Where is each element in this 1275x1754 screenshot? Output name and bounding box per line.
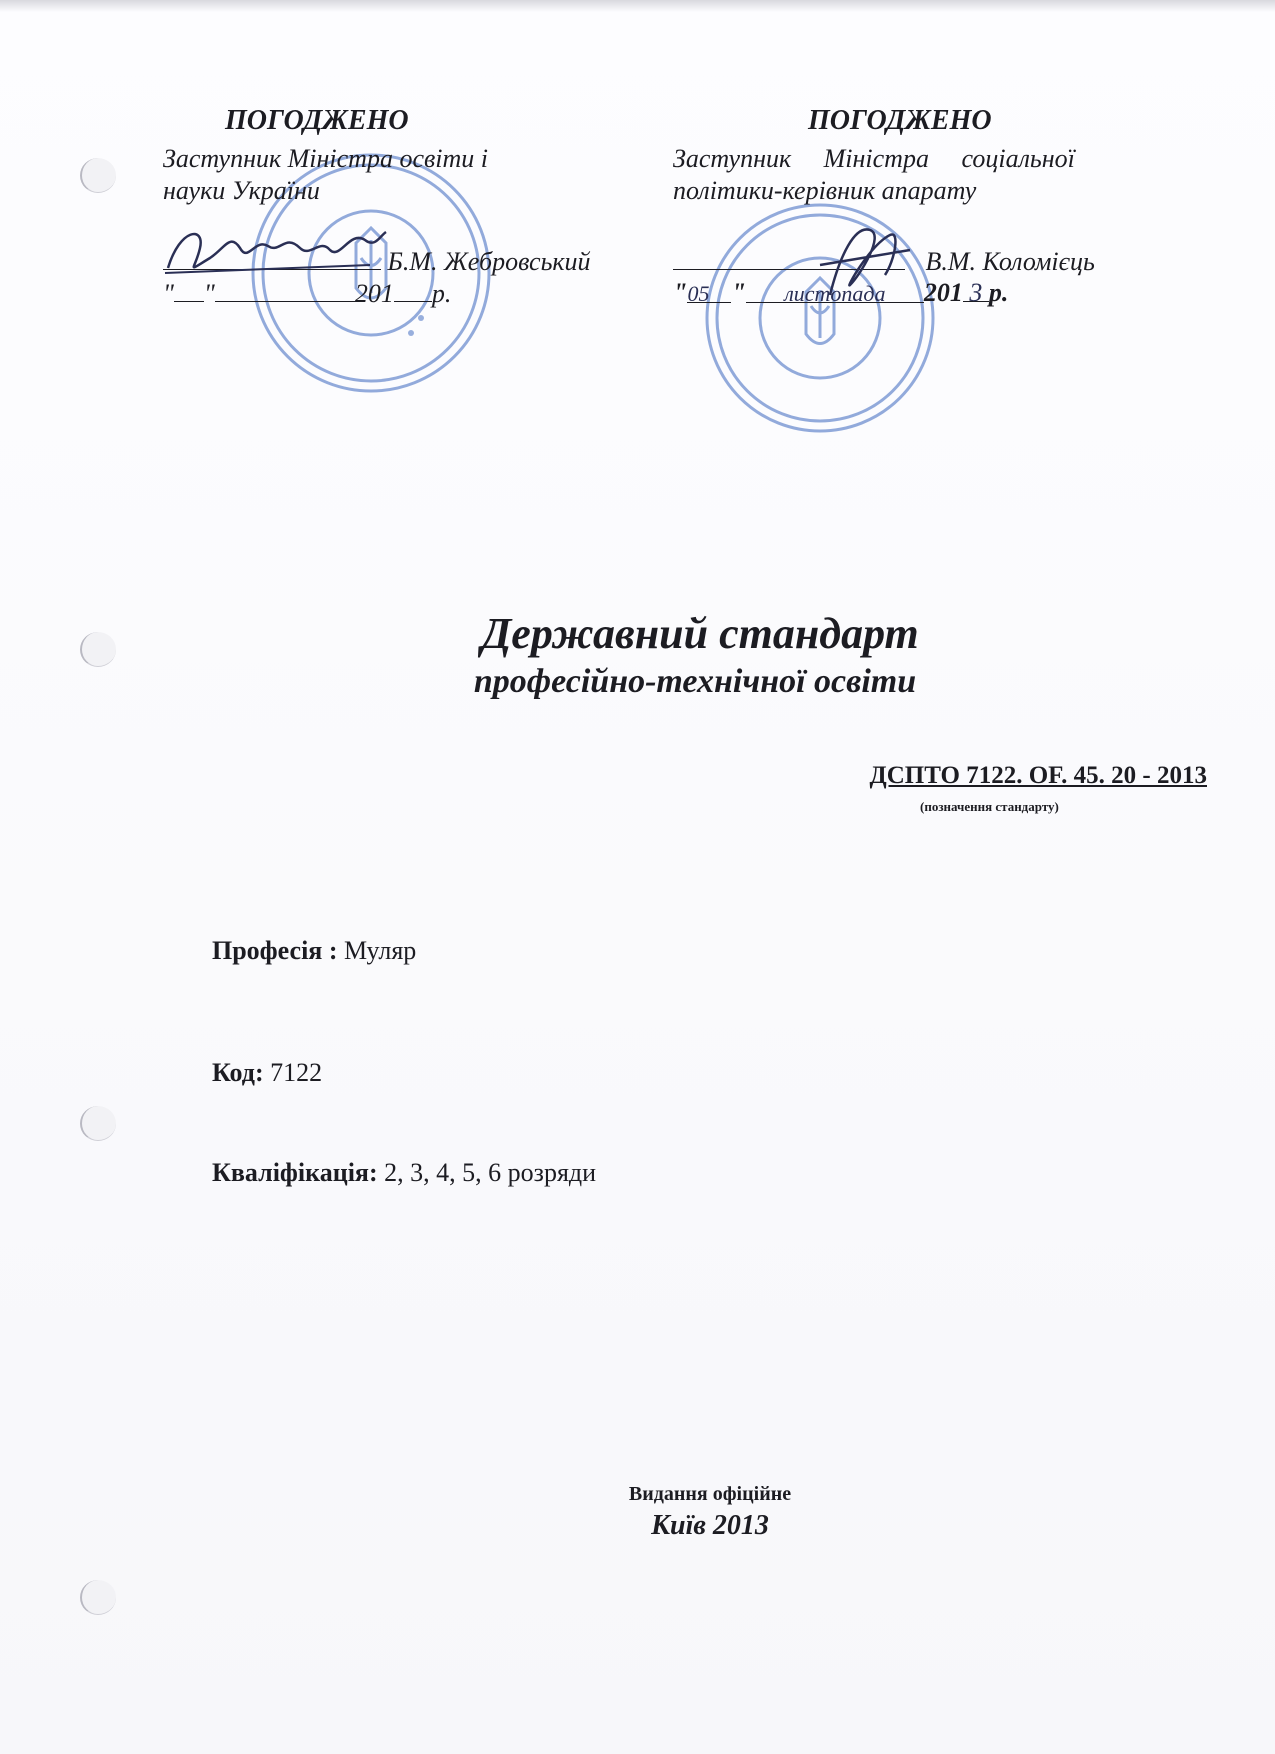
approval-left-date-line <box>163 277 451 309</box>
punch-hole-3 <box>80 1106 116 1141</box>
qualification-value: 2, 3, 4, 5, 6 розряди <box>377 1158 597 1187</box>
approval-left-name: Б.М. Жебровський <box>387 247 591 276</box>
code-value: 7122 <box>263 1058 323 1087</box>
approval-right <box>673 105 1173 315</box>
punch-hole-1 <box>80 158 116 193</box>
signature-blank-right <box>673 245 905 270</box>
document-title: Державний стандарт <box>481 609 919 658</box>
year-blank <box>394 277 432 302</box>
approval-right-position-1: Заступник Міністра соціальної <box>673 144 1075 173</box>
approval-left-position-1: Заступник Міністра освіти і <box>163 144 489 173</box>
approval-right-heading: ПОГОДЖЕНО <box>808 105 992 136</box>
year-prefix-right: 201 <box>923 278 963 307</box>
approval-left-signature-line <box>163 245 591 277</box>
approval-left <box>163 105 633 315</box>
date-close-quote-right: " <box>731 278 746 307</box>
code-label: Код: <box>212 1058 264 1087</box>
year-prefix: 201 <box>354 279 394 308</box>
standard-designation-caption: (позначення стандарту) <box>920 799 1059 814</box>
punch-hole-4 <box>80 1580 116 1615</box>
date-close-quote: " <box>203 279 215 308</box>
approval-left-heading: ПОГОДЖЕНО <box>225 105 409 136</box>
approval-right-signature-line <box>673 245 1095 277</box>
date-open-quote-right: " <box>673 278 688 307</box>
edition-label: Видання офіційне <box>628 1483 792 1505</box>
date-open-quote: " <box>163 279 174 308</box>
city-year-label: Київ 2013 <box>651 1510 769 1541</box>
year-suffix: р. <box>431 279 452 308</box>
code-field <box>212 1058 322 1088</box>
approval-right-position-2: політики-керівник апарату <box>673 176 977 205</box>
date-month-handwritten: листопада <box>746 278 924 303</box>
date-day-blank <box>174 277 204 302</box>
profession-field <box>212 936 416 966</box>
profession-value: Муляр <box>337 936 417 965</box>
signature-blank <box>163 245 381 270</box>
approval-left-position-2: науки України <box>163 176 320 205</box>
approval-right-date-line <box>673 277 1008 308</box>
standard-designation: ДСПТО 7122. OF. 45. 20 - 2013 <box>869 762 1207 789</box>
document-subtitle: професійно-технічної освіти <box>473 663 917 700</box>
year-suffix-right: р. <box>988 278 1009 307</box>
qualification-label: Кваліфікація: <box>212 1158 378 1187</box>
qualification-field <box>212 1158 596 1188</box>
approval-right-name: В.М. Коломієць <box>925 247 1095 276</box>
date-day-handwritten: 05 <box>687 278 731 303</box>
date-month-blank <box>215 277 355 302</box>
page-top-edge <box>0 0 1275 12</box>
year-digit-handwritten: 3 <box>963 277 989 302</box>
profession-label: Професія : <box>212 936 338 965</box>
